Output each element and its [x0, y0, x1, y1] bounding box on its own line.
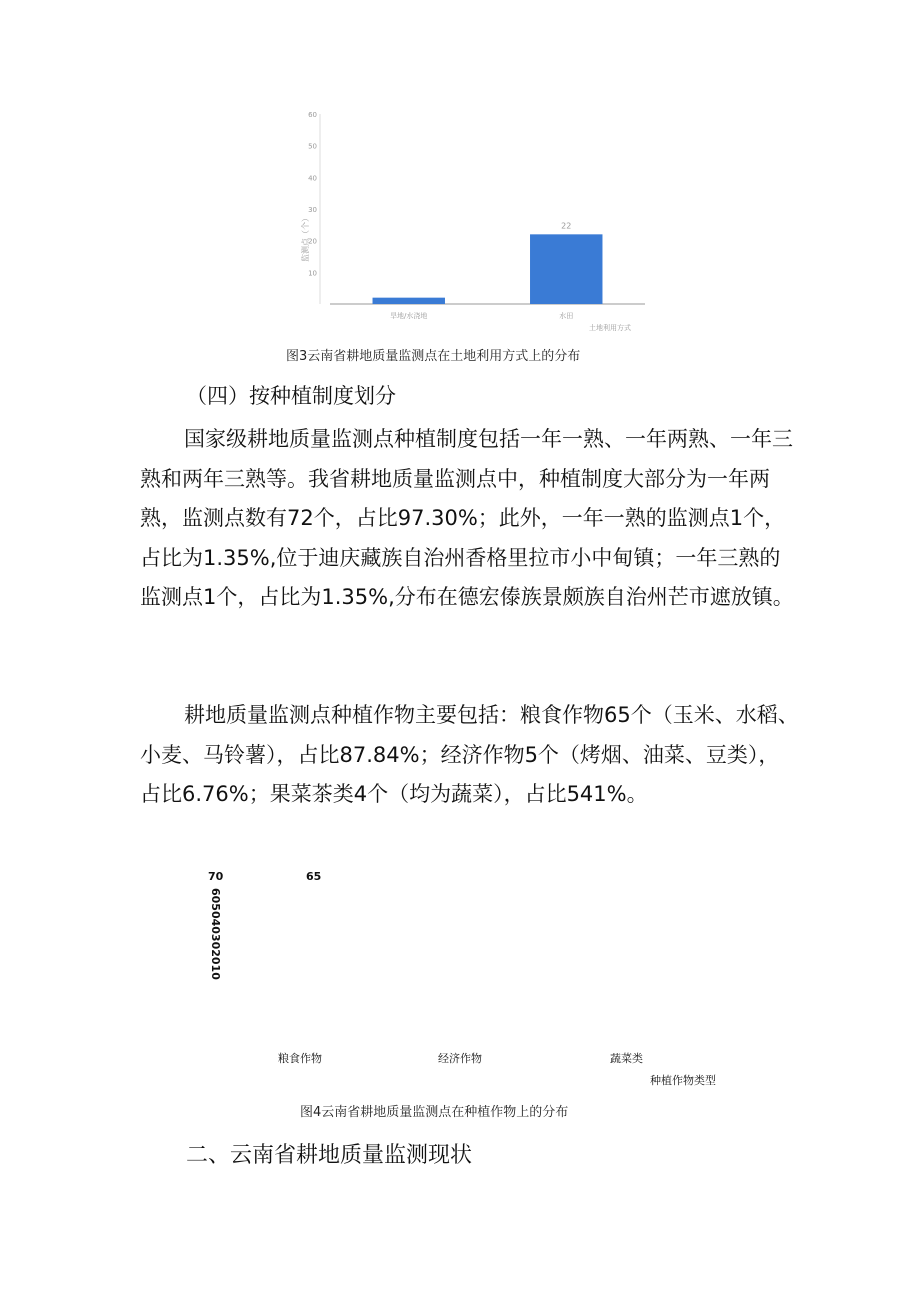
x-tick-labels: [390, 311, 573, 320]
figure3-caption: 图3云南省耕地质量监测点在土地利用方式上的分布: [286, 349, 581, 364]
y-tick-label: 60: [308, 111, 317, 119]
paragraph-1-text: 国家级耕地质量监测点种植制度包括一年一熟、一年两熟、一年三熟和两年三熟等。我省耕地质量监测点中，种植制度大部分为一年两熟，监测点数有72个，占比97.30%；此外，一年一熟的监测点1个，占比为1.35%,位于迪庆藏族自治州香格里拉市小中甸镇；一年三熟的监测点1个，占比为1.35%,分布在德宏傣族景颇族自治州芒市遮放镇。: [140, 427, 794, 609]
paragraph-2: [140, 696, 800, 815]
figure4-x-title: 种植作物类型: [650, 1074, 716, 1087]
x-tick-label: 旱地/水浇地: [390, 312, 428, 320]
x-axis-title: 土地利用方式: [589, 324, 631, 332]
bar-1: [373, 298, 445, 304]
figure4-y-top: 70: [208, 870, 224, 883]
figure4-top-value: 65: [306, 870, 322, 883]
y-tick-label: 50: [308, 142, 317, 151]
figure4-category-1: 粮食作物: [278, 1052, 322, 1065]
bar-data-label: 22: [561, 221, 572, 231]
figure4-category-3: 蔬菜类: [610, 1052, 643, 1065]
y-tick-label: 20: [308, 237, 317, 246]
section4-heading: （四）按种植制度划分: [186, 384, 396, 408]
y-axis-label: 监测点（个）: [301, 214, 310, 262]
figure4-y-ticks: 605040302010: [209, 888, 222, 980]
figure4-category-2: 经济作物: [438, 1052, 482, 1065]
bar-2: [530, 234, 602, 304]
bars: [373, 221, 603, 304]
y-tick-label: 30: [308, 206, 317, 214]
x-tick-label: 水田: [559, 312, 574, 320]
paragraph-2-text: 耕地质量监测点种植作物主要包括：粮食作物65个（玉米、水稻、小麦、马铃薯），占比87.84%；经济作物5个（烤烟、油菜、豆类），占比6.76%；果菜茶类4个（均为蔬菜），占比541%。: [140, 703, 799, 806]
paragraph-1: [140, 420, 800, 618]
y-tick-label: 10: [308, 269, 317, 278]
y-tick-label: 40: [308, 174, 317, 183]
figure4-caption: 图4云南省耕地质量监测点在种植作物上的分布: [300, 1105, 569, 1120]
section2-heading: 二、云南省耕地质量监测现状: [186, 1143, 473, 1168]
land-use-bar-chart: [290, 108, 650, 340]
